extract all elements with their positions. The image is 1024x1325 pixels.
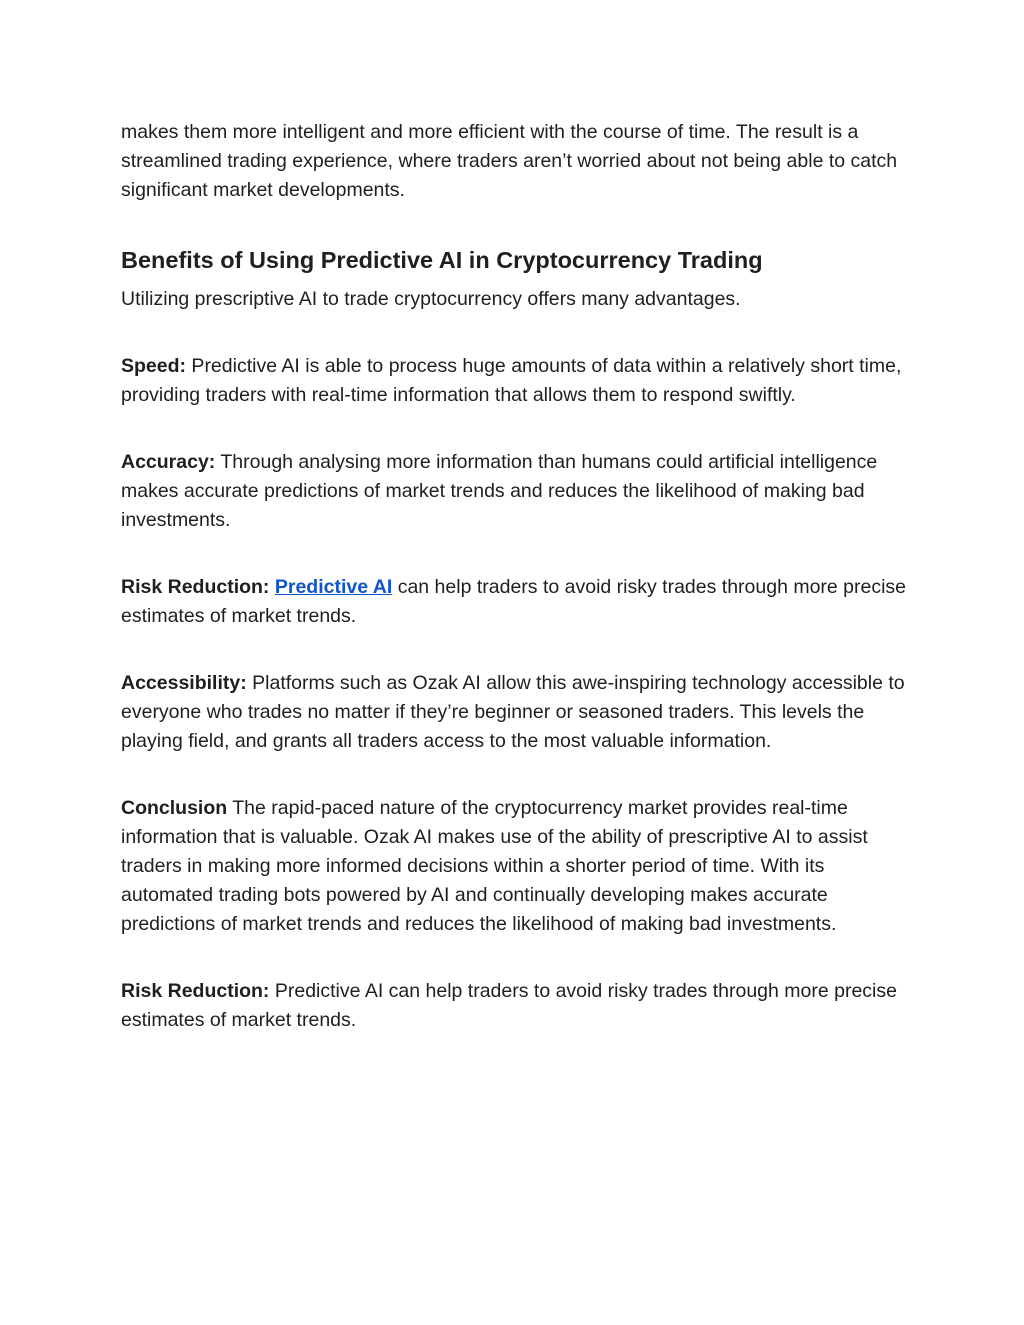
risk-reduction-text-2: Predictive AI can help traders to avoid risky trades through more precise estimates of market trends.: [121, 980, 897, 1031]
accessibility-paragraph: [121, 669, 911, 756]
accessibility-text: Platforms such as Ozak AI allow this awe-inspiring technology accessible to everyone who trades no matter if they’re beginner or seasoned traders. This levels the playing field, and grants all traders access to the most valuable information.: [121, 672, 905, 752]
accuracy-label: Accuracy:: [121, 451, 216, 473]
risk-reduction-text: can help traders to avoid risky trades through more precise estimates of market trends.: [121, 576, 907, 627]
accuracy-text: Through analysing more information than humans could artificial intelligence makes accurate predictions of market trends and reduces the likelihood of making bad investments.: [121, 451, 878, 531]
conclusion-paragraph: [121, 794, 911, 939]
risk-reduction-paragraph: [121, 573, 911, 631]
conclusion-text: The rapid-paced nature of the cryptocurrency market provides real-time information that is valuable. Ozak AI makes use of the ability of prescriptive AI to assist traders in making more informed decisions within a shorter period of time. With its automated trading bots powered by AI and continually developing makes accurate predictions of market trends and reduces the likelihood of making bad investments.: [121, 797, 868, 935]
risk-reduction-label: Risk Reduction:: [121, 576, 270, 598]
speed-label: Speed:: [121, 355, 187, 377]
speed-text: Predictive AI is able to process huge amounts of data within a relatively short time, providing traders with real-time information that allows them to respond swiftly.: [121, 355, 902, 406]
accuracy-paragraph: [121, 448, 911, 535]
intro-paragraph: makes them more intelligent and more efficient with the course of time. The result is a streamlined trading experience, where traders aren’t worried about not being able to catch significant market developments.: [121, 121, 898, 201]
risk-reduction-paragraph-2: [121, 977, 911, 1035]
speed-paragraph: [121, 352, 911, 410]
accessibility-label: Accessibility:: [121, 672, 247, 694]
section-heading: Benefits of Using Predictive AI in Cryptocurrency Trading: [121, 247, 763, 273]
conclusion-label: Conclusion: [121, 797, 228, 819]
risk-reduction-label-2: Risk Reduction:: [121, 980, 270, 1002]
heading-subtitle: Utilizing prescriptive AI to trade cryptocurrency offers many advantages.: [121, 288, 741, 310]
predictive-ai-link[interactable]: Predictive AI: [274, 576, 393, 598]
document-page: [121, 118, 911, 1035]
